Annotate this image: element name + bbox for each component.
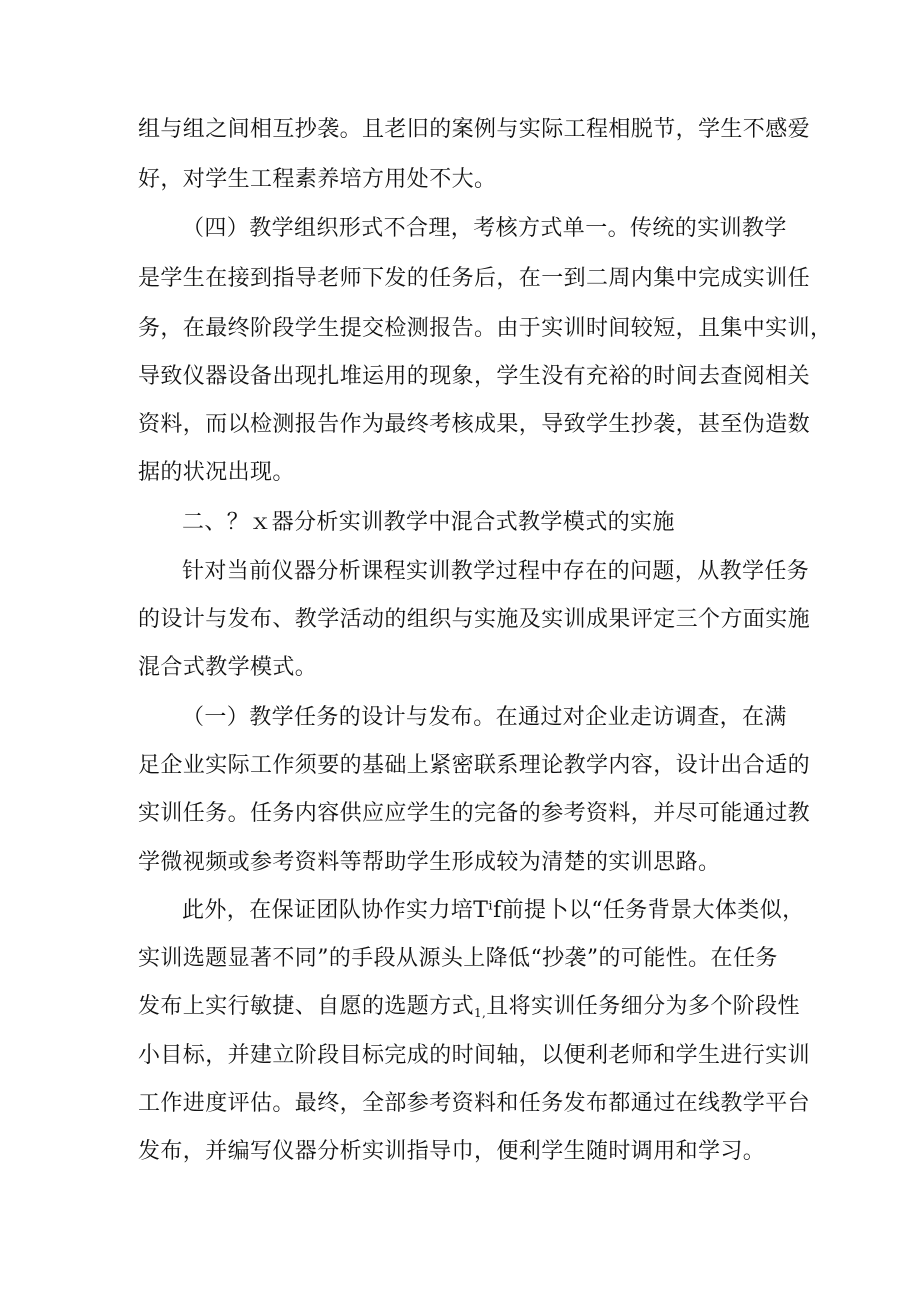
paragraph-line: 据的状况出现。: [138, 460, 295, 485]
paragraph-line: 此外，在保证团队协作实力培Tⁱf前提卜以“任务背景大体类似，: [182, 898, 805, 923]
paragraph-line: 实训任务。任务内容供应应学生的完备的参考资料，并尽可能通过教: [138, 801, 811, 826]
paragraph-line: 好，对学生工程素养培方用处不大。: [138, 167, 497, 192]
paragraph-line: 发布，并编写仪器分析实训指导巾，便利学生随时调用和学习。: [138, 1139, 766, 1164]
paragraph-line: 实训选题显著不同”的手段从源头上降低“抄袭”的可能性。在任务: [138, 946, 778, 971]
paragraph-text: 发布上实行敏捷、自愿的选题方式: [138, 994, 475, 1019]
paragraph-line: 的设计与发布、教学活动的组织与实施及实训成果评定三个方面实施: [138, 607, 811, 632]
paragraph-line: 务，在最终阶段学生提交检测报告。由于实训时间较短，且集中实训，: [138, 316, 833, 341]
section-heading: 二、？ｘ器分析实训教学中混合式教学模式的实施: [182, 510, 675, 535]
paragraph-line: 工作进度评估。最终，全部参考资料和任务发布都通过在线教学平台: [138, 1091, 811, 1116]
paragraph-line: 是学生在接到指导老师下发的任务后，在一到二周内集中完成实训任: [138, 266, 811, 291]
paragraph-line: 导致仪器设备出现扎堆运用的现象，学生没有充裕的时间去查阅相关: [138, 364, 811, 389]
paragraph-line: 资料，而以检测报告作为最终考核成果，导致学生抄袭，甚至伪造数: [138, 412, 811, 437]
footnote-mark: 1,: [474, 1006, 487, 1020]
paragraph-line: 针对当前仪器分析课程实训教学过程中存在的问题，从教学任务: [182, 559, 810, 584]
paragraph-line: 足企业实际工作须要的基础上紧密联系理论教学内容，设计出合适的: [138, 753, 811, 778]
paragraph-line: 混合式教学模式。: [138, 655, 318, 680]
paragraph-line: （四）教学组织形式不合理，考核方式单一。传统的实训教学: [182, 216, 787, 241]
paragraph-line: 组与组之间相互抄袭。且老旧的案例与实际工程相脱节，学生不感爱: [138, 117, 811, 142]
paragraph-line: 学微视频或参考资料等帮助学生形成较为清楚的实训思路。: [138, 850, 721, 875]
paragraph-line: [138, 992, 800, 1028]
paragraph-text: 且将实训任务细分为多个阶段性: [486, 994, 800, 1019]
paragraph-line: （一）教学任务的设计与发布。在通过对企业走访调查，在满: [182, 705, 787, 730]
paragraph-line: 小目标，并建立阶段目标完成的时间轴，以便利老师和学生进行实训: [138, 1043, 811, 1068]
